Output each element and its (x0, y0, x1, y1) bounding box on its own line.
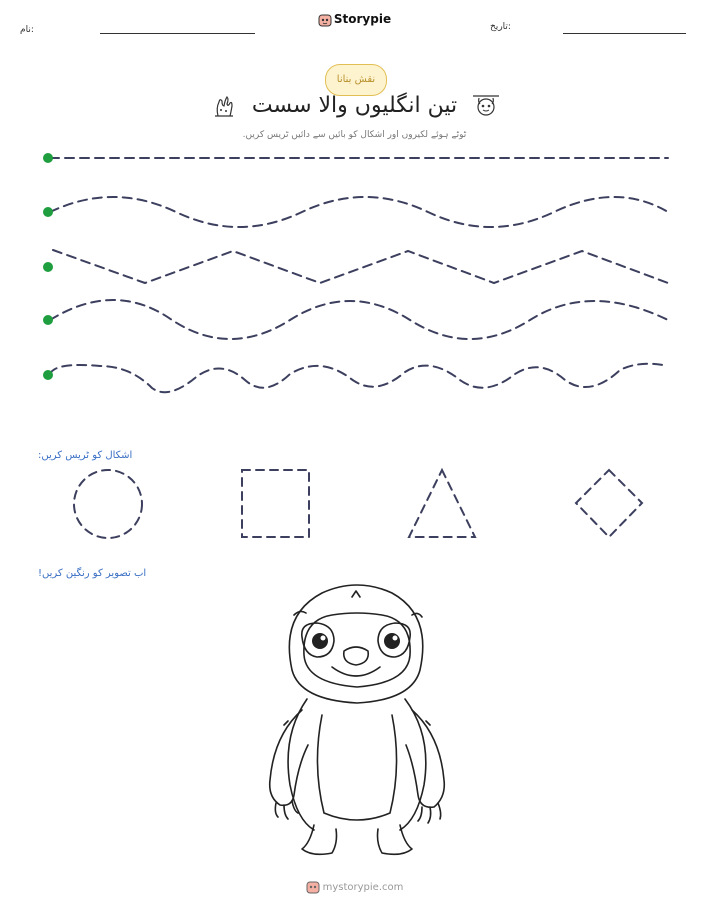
diamond-trace-shape[interactable] (576, 470, 642, 537)
footer (0, 880, 709, 894)
instructions: ٹوٹے ہوئے لکیروں اور اشکال کو بائیں سے دائیں ٹریس کریں. (242, 130, 467, 140)
page-title: تین انگلیوں والا سست (251, 93, 458, 118)
storypie-footer-icon (306, 880, 320, 894)
footer-url[interactable]: mystorypie.com (322, 882, 404, 893)
name-label: نام: (20, 25, 34, 35)
shapes-section-title: اشکال کو ٹریس کریں: (38, 450, 133, 461)
date-label: تاریخ: (490, 22, 511, 32)
color-section-title: اب تصویر کو رنگین کریں! (38, 568, 147, 579)
circle-trace-shape[interactable] (74, 470, 142, 538)
square-trace-shape[interactable] (242, 470, 309, 537)
sloth-coloring-illustration[interactable] (262, 575, 452, 865)
brand-name: Storypie (333, 12, 392, 26)
triangle-trace-shape[interactable] (409, 470, 475, 537)
activity-badge: نقش بنانا (325, 64, 387, 96)
